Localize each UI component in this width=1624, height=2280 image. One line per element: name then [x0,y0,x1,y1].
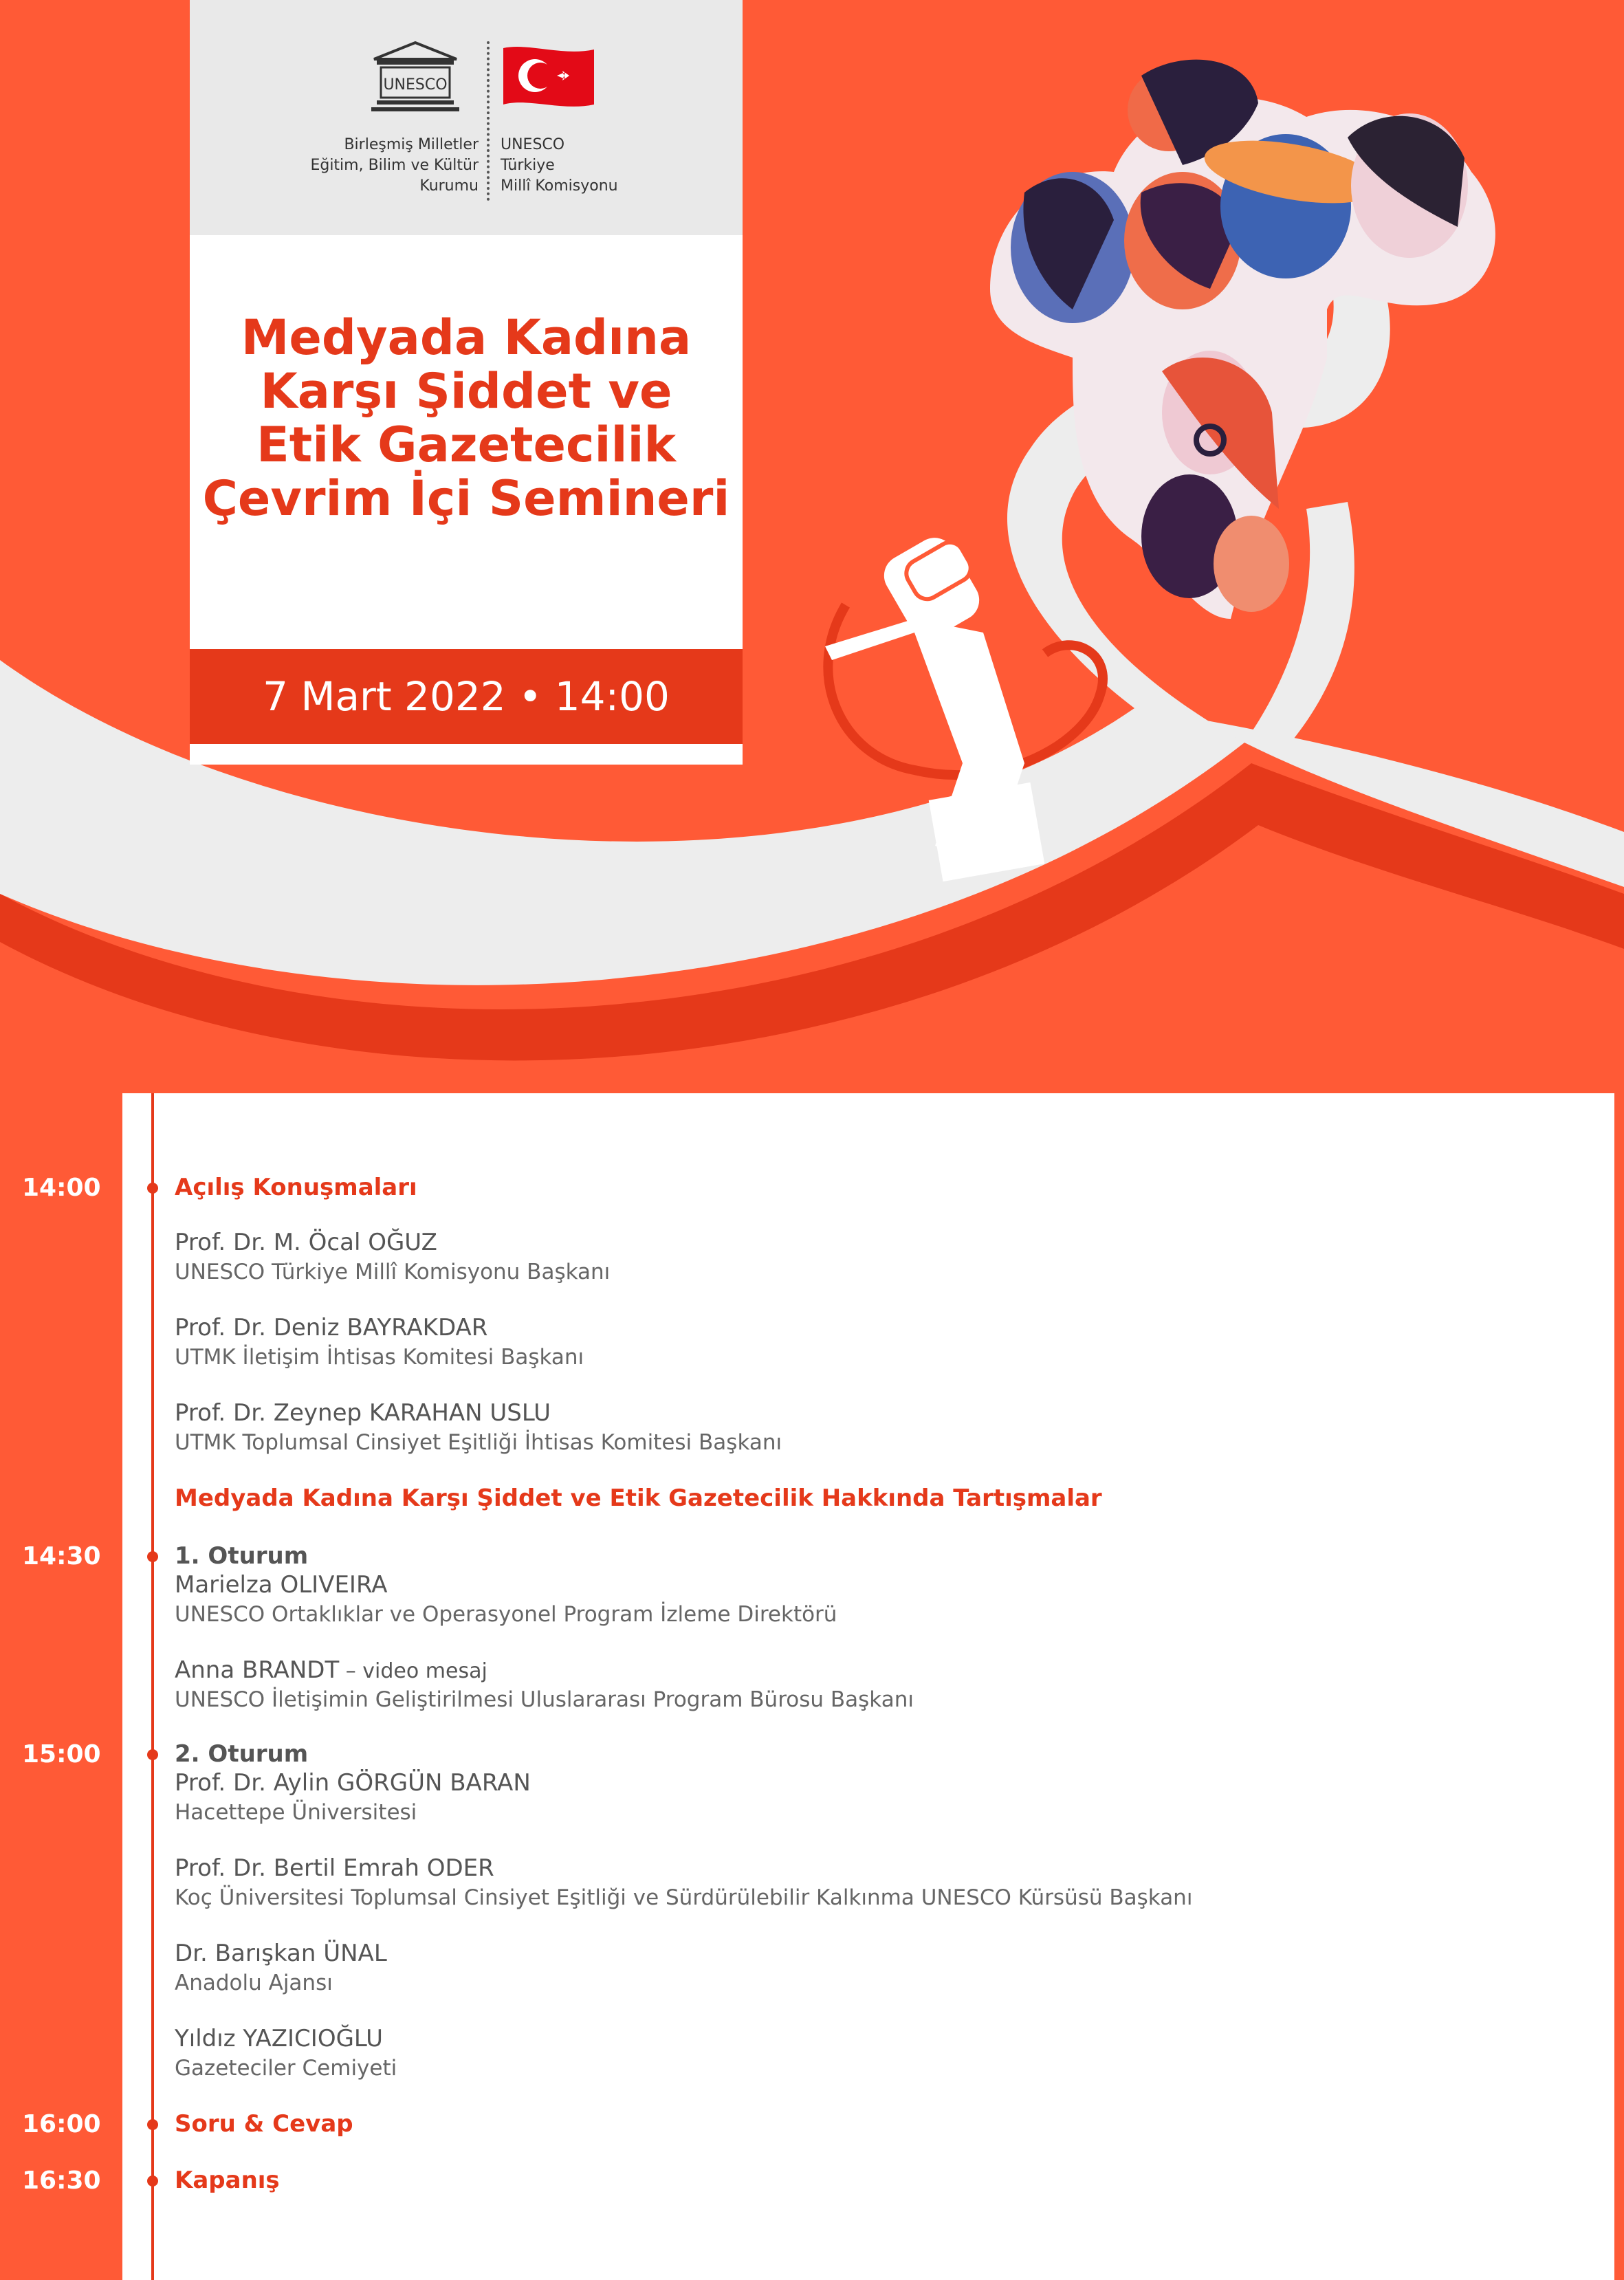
title-line: Çevrim İçi Semineri [202,470,730,527]
timeline-dot [147,1551,158,1562]
speaker-name: Dr. Barışkan ÜNAL [175,1940,387,1967]
unesco-caption: Birleşmiş Milletler Eğitim, Bilim ve Kültür Kurumu [310,136,479,195]
unesco-temple-icon [367,40,463,116]
svg-text:UNESCO: UNESCO [383,76,448,94]
speaker-role: UNESCO Türkiye Millî Komisyonu Başkanı [175,1260,611,1284]
speaker-name: Prof. Dr. Deniz BAYRAKDAR [175,1314,488,1341]
speaker-note: – video mesaj [339,1659,487,1683]
time-label: 14:30 [22,1542,101,1570]
time-label: 15:00 [22,1740,101,1768]
speaker-role: Hacettepe Üniversitesi [175,1800,417,1825]
timeline-line [151,1093,154,2280]
qa-title: Soru & Cevap [175,2110,353,2138]
title-card [190,0,743,765]
speaker-role: UTMK Toplumsal Cinsiyet Eşitliği İhtisas Komitesi Başkanı [175,1430,782,1455]
closing-title: Kapanış [175,2167,280,2194]
speaker-role: Koç Üniversitesi Toplumsal Cinsiyet Eşitliği ve Sürdürülebilir Kalkınma UNESCO Kürsüsü Başkanı [175,1885,1193,1910]
session-title: 1. Oturum [175,1542,309,1570]
speaker-name: Marielza OLIVEIRA [175,1571,388,1599]
session-title: 2. Oturum [175,1740,309,1768]
speaker-name: Prof. Dr. M. Öcal OĞUZ [175,1229,437,1256]
timeline-dot [147,1183,158,1194]
speaker-name: Prof. Dr. Bertil Emrah ODER [175,1854,494,1882]
time-label: 16:00 [22,2110,101,2138]
timeline-dot [147,1749,158,1760]
speaker-name: Yıldız YAZICIOĞLU [175,2025,384,2052]
title-line: Etik Gazetecilik [256,417,677,473]
discussion-title: Medyada Kadına Karşı Şiddet ve Etik Gazetecilik Hakkında Tartışmalar [175,1484,1102,1512]
title-line: Medyada Kadına [241,309,692,366]
speaker-name: Prof. Dr. Zeynep KARAHAN USLU [175,1399,551,1427]
national-commission-caption: UNESCO Türkiye Millî Komisyonu [501,136,618,195]
speaker-role: UNESCO Ortaklıklar ve Operasyonel Program İzleme Direktörü [175,1602,837,1627]
date-bar: 7 Mart 2022 • 14:00 [190,649,743,744]
speaker-role: Anadolu Ajansı [175,1971,333,1995]
timeline-dot [147,2119,158,2130]
opening-title: Açılış Konuşmaları [175,1174,417,1201]
women-faces-illustration [990,60,1495,619]
speaker-name: Anna BRANDT [175,1656,340,1684]
title-line: Karşı Şiddet ve [260,363,672,419]
speaker-name-with-note [175,1656,487,1686]
speaker-role: UNESCO İletişimin Geliştirilmesi Uluslararası Program Bürosu Başkanı [175,1687,914,1712]
time-label: 16:30 [22,2167,101,2195]
time-label: 14:00 [22,1174,101,1202]
speaker-role: Gazeteciler Cemiyeti [175,2056,397,2081]
speaker-name: Prof. Dr. Aylin GÖRGÜN BARAN [175,1769,531,1797]
timeline-dot [147,2175,158,2186]
logo-divider [487,41,490,201]
speaker-role: UTMK İletişim İhtisas Komitesi Başkanı [175,1345,584,1370]
seminar-title [190,311,743,525]
turkish-flag-icon [501,43,597,111]
logo-band [190,0,743,235]
